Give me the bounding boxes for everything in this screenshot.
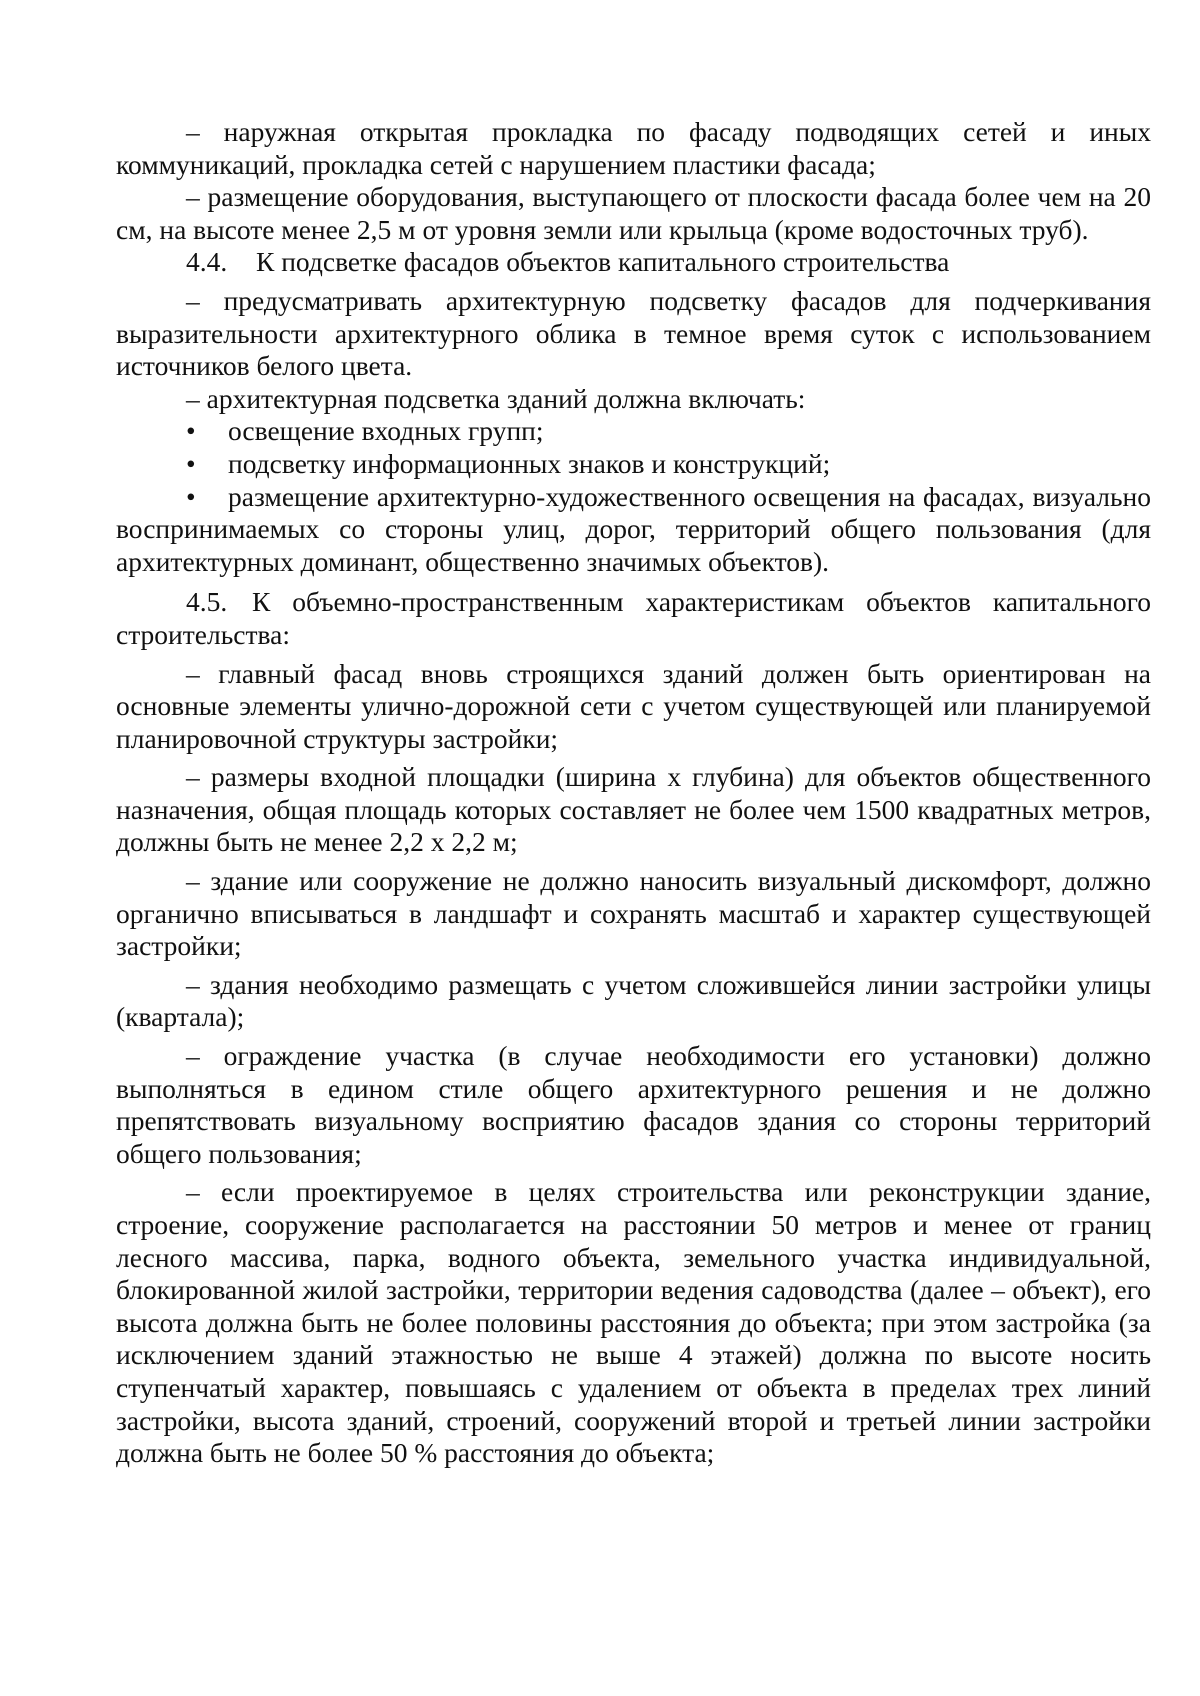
list-item [116, 448, 1151, 481]
list-item [116, 415, 1151, 448]
section-title: К объемно-пространственным характеристикам объектов капитального строительства: [116, 586, 1151, 650]
section-number: 4.5. [186, 586, 228, 618]
list-item [116, 481, 1151, 579]
bullet-icon: • [186, 415, 196, 447]
section-number: 4.4. [186, 246, 228, 278]
section-title: К подсветке фасадов объектов капитального строительства [256, 246, 950, 278]
paragraph-external-networks: – наружная открытая прокладка по фасаду подводящих сетей и иных коммуникаций, прокладка сетей с нарушением пластики фасада; [116, 116, 1151, 180]
paragraph-facade-lighting: – предусматривать архитектурную подсветку фасадов для подчеркивания выразительности архитектурного облика в темное время суток с использованием источников белого цвета. [116, 284, 1151, 382]
list-item-text: освещение входных групп; [228, 415, 544, 447]
list-item-text: подсветку информационных знаков и конструкций; [228, 447, 831, 479]
list-item-text: размещение архитектурно-художественного освещения на фасадах, визуально воспринимаемых со стороны улиц, дорог, территорий общего пользования (для архитектурных доминант, общественно значимых объектов). [116, 480, 1151, 577]
section-heading-4-5 [116, 586, 1151, 651]
section-heading-4-4 [116, 246, 1151, 279]
document-page [116, 116, 1151, 1470]
paragraph-visual-comfort: – здание или сооружение не должно наносить визуальный дискомфорт, должно органично вписываться в ландшафт и сохранять масштаб и характер существующей застройки; [116, 865, 1151, 962]
paragraph-building-height: – если проектируемое в целях строительства или реконструкции здание, строение, сооружение располагается на расстоянии 50 метров и менее от границ лесного массива, парка, водного объекта, земельного участка индивидуальной, блокированной жилой застройки, территории ведения садоводства (далее – объект), его высота должна быть не более половины расстояния до объекта; при этом застройка (за исключением зданий этажностью не выше 4 этажей) должна по высоте носить ступенчатый характер, повышаясь с удалением от объекта в пределах трех линий застройки, высота зданий, строений, сооружений второй и третьей линии застройки должна быть не более 50 % расстояния до объекта; [116, 1176, 1151, 1469]
paragraph-lighting-includes: – архитектурная подсветка зданий должна включать: [186, 382, 806, 414]
paragraph-fencing: – ограждение участка (в случае необходимости его установки) должно выполняться в едином стиле общего архитектурного решения и не должно препятствовать визуальному восприятию фасадов здания со стороны территорий общего пользования; [116, 1040, 1151, 1169]
paragraph-main-facade: – главный фасад вновь строящихся зданий должен быть ориентирован на основные элементы улично-дорожной сети с учетом существующей или планируемой планировочной структуры застройки; [116, 657, 1151, 754]
paragraph-entrance-area: – размеры входной площадки (ширина х глубина) для объектов общественного назначения, общая площадь которых составляет не более чем 1500 квадратных метров, должны быть не менее 2,2 х 2,2 м; [116, 761, 1151, 858]
bullet-icon: • [186, 447, 196, 479]
paragraph-building-line: – здания необходимо размещать с учетом сложившейся линии застройки улицы (квартала); [116, 968, 1151, 1033]
bullet-icon: • [186, 480, 196, 512]
paragraph-equipment-placement: – размещение оборудования, выступающего от плоскости фасада более чем на 20 см, на высоте менее 2,5 м от уровня земли или крыльца (кроме водосточных труб). [116, 181, 1151, 245]
